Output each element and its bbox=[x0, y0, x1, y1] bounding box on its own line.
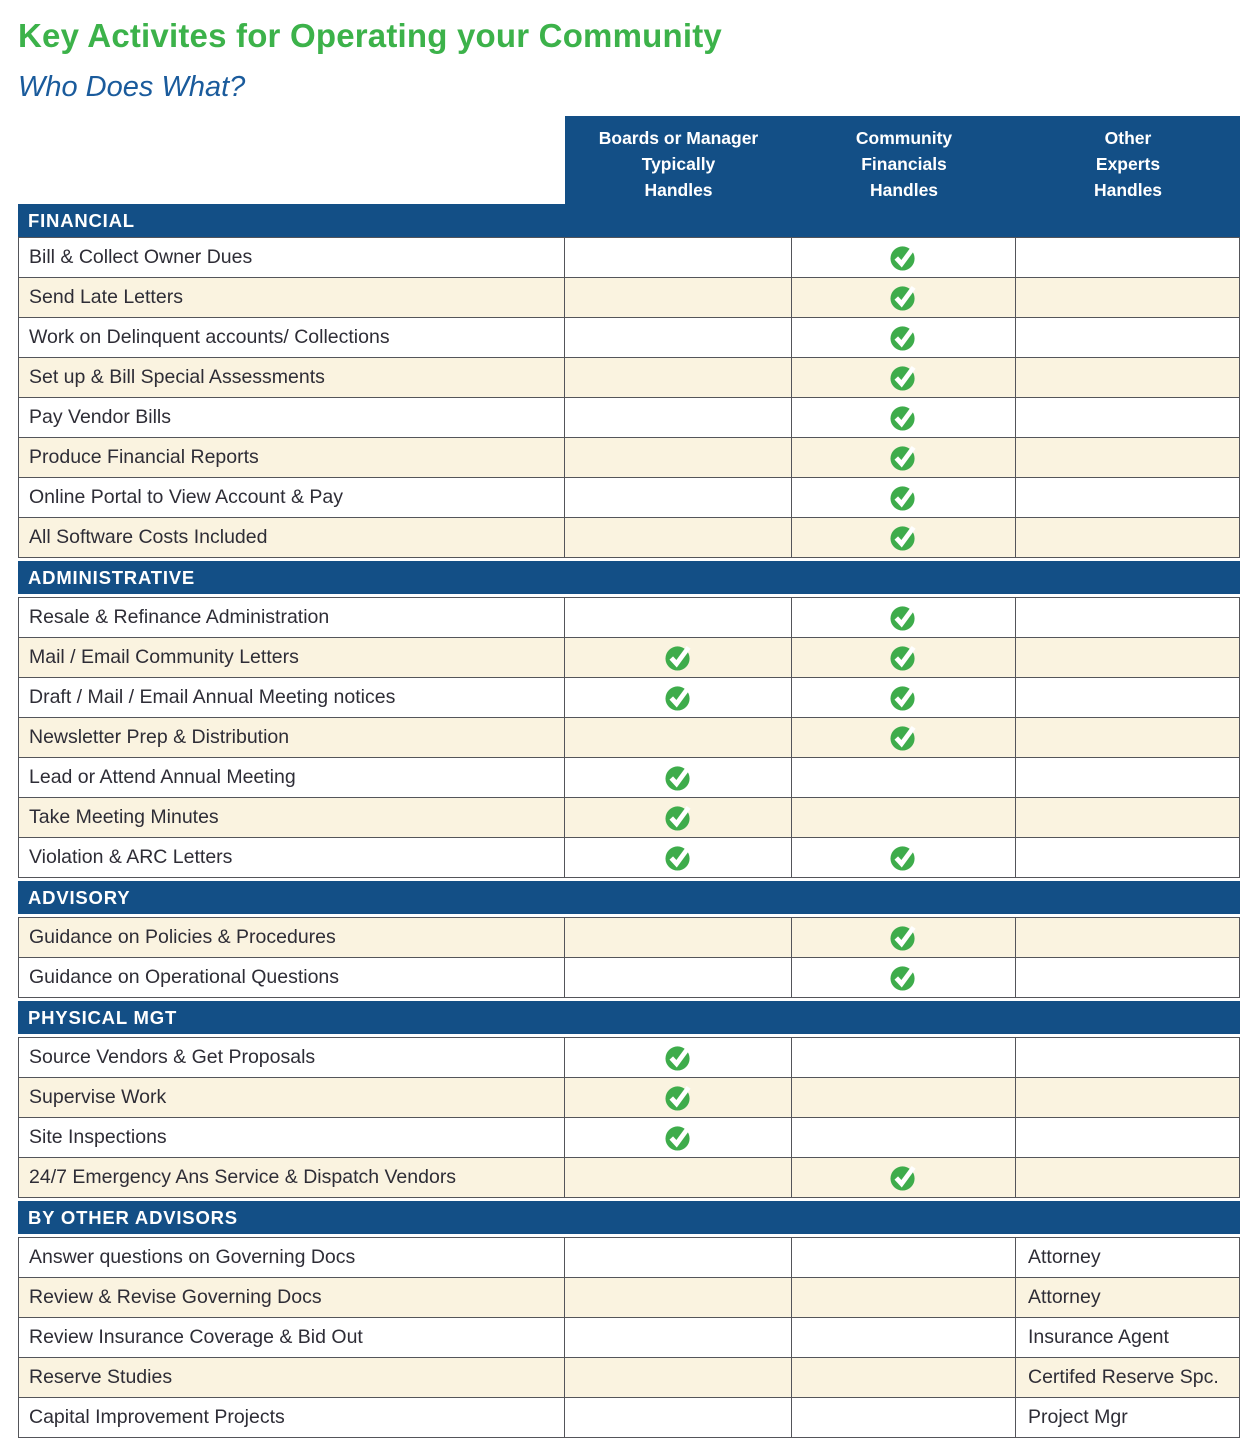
table-row bbox=[19, 678, 1240, 718]
activity-label: Site Inspections bbox=[19, 1118, 565, 1157]
column-header-line: Other bbox=[1104, 128, 1152, 148]
check-cell-experts bbox=[1016, 1078, 1240, 1117]
table-row bbox=[19, 958, 1240, 998]
check-cell-community bbox=[792, 1038, 1016, 1077]
check-cell-boards bbox=[565, 238, 792, 277]
expert-name: Insurance Agent bbox=[1028, 1326, 1169, 1348]
check-circle-icon bbox=[890, 683, 917, 712]
table-row bbox=[19, 358, 1240, 398]
check-cell-experts bbox=[1016, 238, 1240, 277]
expert-name: Attorney bbox=[1028, 1286, 1101, 1308]
column-header-line: Handles bbox=[869, 180, 939, 200]
check-cell-community bbox=[792, 1078, 1016, 1117]
section-label: BY OTHER ADVISORS bbox=[28, 1206, 238, 1228]
check-cell-community bbox=[792, 1158, 1016, 1197]
check-cell-community bbox=[792, 1398, 1016, 1437]
check-cell-boards bbox=[565, 638, 792, 677]
check-cell-boards bbox=[565, 958, 792, 997]
section-label: FINANCIAL bbox=[28, 209, 135, 231]
check-cell-experts bbox=[1016, 758, 1240, 797]
activity-label: Supervise Work bbox=[19, 1078, 565, 1117]
activity-label: Resale & Refinance Administration bbox=[19, 598, 565, 637]
column-header-line: Handles bbox=[644, 180, 713, 200]
column-header-line: Community bbox=[855, 128, 953, 148]
section-rows-by-other-advisors bbox=[18, 1237, 1240, 1438]
table-row bbox=[19, 438, 1240, 478]
check-cell-boards bbox=[565, 1398, 792, 1437]
check-cell-experts bbox=[1016, 598, 1240, 637]
check-cell-experts bbox=[1016, 358, 1240, 397]
table-row bbox=[19, 838, 1240, 878]
section-label: PHYSICAL MGT bbox=[28, 1006, 178, 1028]
check-cell-boards bbox=[565, 1278, 792, 1317]
check-cell-community bbox=[792, 638, 1016, 677]
table-row bbox=[19, 1278, 1240, 1318]
check-cell-community bbox=[792, 398, 1016, 437]
activity-label: Online Portal to View Account & Pay bbox=[19, 478, 565, 517]
check-cell-experts bbox=[1016, 638, 1240, 677]
check-cell-experts bbox=[1016, 1118, 1240, 1157]
table-row bbox=[19, 278, 1240, 318]
check-circle-icon bbox=[665, 803, 692, 832]
check-cell-community bbox=[792, 598, 1016, 637]
check-cell-community bbox=[792, 1358, 1016, 1397]
section-rows-administrative bbox=[18, 597, 1240, 878]
check-cell-community bbox=[792, 758, 1016, 797]
check-cell-boards bbox=[565, 358, 792, 397]
activity-label: Produce Financial Reports bbox=[19, 438, 565, 477]
check-cell-experts bbox=[1016, 798, 1240, 837]
check-cell-community bbox=[792, 838, 1016, 877]
check-circle-icon bbox=[890, 483, 917, 512]
activity-label: Pay Vendor Bills bbox=[19, 398, 565, 437]
check-circle-icon bbox=[890, 403, 917, 432]
check-cell-community bbox=[792, 718, 1016, 757]
check-cell-experts bbox=[1016, 518, 1240, 557]
table-header-row bbox=[18, 116, 1240, 204]
check-cell-boards bbox=[565, 398, 792, 437]
check-cell-community bbox=[792, 438, 1016, 477]
table-row bbox=[19, 1398, 1240, 1438]
check-circle-icon bbox=[890, 643, 917, 672]
check-circle-icon bbox=[890, 923, 917, 952]
table-row bbox=[19, 1078, 1240, 1118]
check-cell-boards bbox=[565, 1118, 792, 1157]
activity-label: Capital Improvement Projects bbox=[19, 1398, 565, 1437]
expert-name: Certifed Reserve Spc. bbox=[1028, 1366, 1219, 1388]
check-cell-boards bbox=[565, 478, 792, 517]
expert-cell-experts bbox=[1016, 1398, 1240, 1437]
expert-cell-experts bbox=[1016, 1238, 1240, 1277]
check-cell-experts bbox=[1016, 278, 1240, 317]
check-cell-experts bbox=[1016, 958, 1240, 997]
section-header-administrative bbox=[18, 561, 1240, 594]
check-cell-boards bbox=[565, 1318, 792, 1357]
page-title: Key Activites for Operating your Community bbox=[18, 17, 722, 54]
check-cell-boards bbox=[565, 758, 792, 797]
activity-label: All Software Costs Included bbox=[19, 518, 565, 557]
expert-cell-experts bbox=[1016, 1318, 1240, 1357]
activity-label: Newsletter Prep & Distribution bbox=[19, 718, 565, 757]
table-row bbox=[19, 918, 1240, 958]
expert-cell-experts bbox=[1016, 1278, 1240, 1317]
table-row bbox=[19, 518, 1240, 558]
table-row bbox=[19, 1158, 1240, 1198]
section-rows-physical-mgt bbox=[18, 1037, 1240, 1198]
column-header-line: Typically bbox=[641, 154, 716, 174]
table-row bbox=[19, 758, 1240, 798]
check-cell-community bbox=[792, 238, 1016, 277]
check-cell-community bbox=[792, 278, 1016, 317]
check-cell-boards bbox=[565, 918, 792, 957]
who-does-what-table bbox=[18, 116, 1240, 1438]
check-cell-boards bbox=[565, 798, 792, 837]
check-circle-icon bbox=[890, 1163, 917, 1192]
table-row bbox=[19, 598, 1240, 638]
check-cell-community bbox=[792, 358, 1016, 397]
check-circle-icon bbox=[890, 243, 917, 272]
table-row bbox=[19, 1038, 1240, 1078]
activity-label: Bill & Collect Owner Dues bbox=[19, 238, 565, 277]
section-header-by-other-advisors bbox=[18, 1201, 1240, 1234]
check-circle-icon bbox=[890, 363, 917, 392]
section-header-advisory bbox=[18, 881, 1240, 914]
check-circle-icon bbox=[890, 283, 917, 312]
check-cell-community bbox=[792, 1238, 1016, 1277]
activity-label: 24/7 Emergency Ans Service & Dispatch Vendors bbox=[19, 1158, 565, 1197]
activity-label: Source Vendors & Get Proposals bbox=[19, 1038, 565, 1077]
check-circle-icon bbox=[665, 1083, 692, 1112]
check-cell-boards bbox=[565, 718, 792, 757]
table-row bbox=[19, 718, 1240, 758]
section-label: ADMINISTRATIVE bbox=[28, 566, 196, 588]
check-circle-icon bbox=[665, 1043, 692, 1072]
column-header-experts bbox=[1016, 116, 1240, 204]
table-body bbox=[18, 204, 1240, 1438]
activity-label: Send Late Letters bbox=[19, 278, 565, 317]
table-row bbox=[19, 638, 1240, 678]
check-cell-experts bbox=[1016, 1158, 1240, 1197]
check-circle-icon bbox=[890, 843, 917, 872]
check-circle-icon bbox=[890, 963, 917, 992]
activity-label: Violation & ARC Letters bbox=[19, 838, 565, 877]
table-row bbox=[19, 1118, 1240, 1158]
check-cell-boards bbox=[565, 1158, 792, 1197]
activity-label: Take Meeting Minutes bbox=[19, 798, 565, 837]
section-header-financial bbox=[18, 204, 1240, 237]
check-cell-community bbox=[792, 798, 1016, 837]
check-cell-community bbox=[792, 1318, 1016, 1357]
check-cell-boards bbox=[565, 1038, 792, 1077]
check-cell-community bbox=[792, 518, 1016, 557]
column-header-line: Experts bbox=[1095, 154, 1161, 174]
column-headers bbox=[565, 116, 1240, 204]
activity-label: Guidance on Policies & Procedures bbox=[19, 918, 565, 957]
check-cell-community bbox=[792, 478, 1016, 517]
table-row bbox=[19, 398, 1240, 438]
table-row bbox=[19, 1358, 1240, 1398]
check-cell-boards bbox=[565, 438, 792, 477]
activity-label: Draft / Mail / Email Annual Meeting notices bbox=[19, 678, 565, 717]
check-circle-icon bbox=[665, 643, 692, 672]
activity-label: Answer questions on Governing Docs bbox=[19, 1238, 565, 1277]
header-spacer bbox=[18, 116, 565, 204]
column-header-line: Boards or Manager bbox=[598, 128, 759, 148]
column-header-boards bbox=[565, 116, 792, 204]
check-circle-icon bbox=[665, 683, 692, 712]
check-cell-boards bbox=[565, 1238, 792, 1277]
table-row bbox=[19, 318, 1240, 358]
check-cell-experts bbox=[1016, 438, 1240, 477]
check-cell-boards bbox=[565, 1358, 792, 1397]
expert-name: Project Mgr bbox=[1028, 1406, 1128, 1428]
check-cell-community bbox=[792, 1278, 1016, 1317]
activity-label: Review & Revise Governing Docs bbox=[19, 1278, 565, 1317]
activity-label: Set up & Bill Special Assessments bbox=[19, 358, 565, 397]
check-cell-community bbox=[792, 678, 1016, 717]
section-label: ADVISORY bbox=[28, 886, 131, 908]
check-cell-experts bbox=[1016, 478, 1240, 517]
check-circle-icon bbox=[890, 523, 917, 552]
activity-label: Review Insurance Coverage & Bid Out bbox=[19, 1318, 565, 1357]
expert-name: Attorney bbox=[1028, 1246, 1101, 1268]
check-circle-icon bbox=[890, 443, 917, 472]
table-row bbox=[19, 1238, 1240, 1278]
check-circle-icon bbox=[665, 763, 692, 792]
column-header-line: Financials bbox=[861, 154, 947, 174]
table-row bbox=[19, 1318, 1240, 1358]
check-circle-icon bbox=[665, 1123, 692, 1152]
column-header-community bbox=[792, 116, 1016, 204]
table-row bbox=[19, 238, 1240, 278]
activity-label: Mail / Email Community Letters bbox=[19, 638, 565, 677]
check-cell-experts bbox=[1016, 398, 1240, 437]
check-circle-icon bbox=[890, 603, 917, 632]
check-cell-boards bbox=[565, 678, 792, 717]
check-cell-community bbox=[792, 958, 1016, 997]
table-row bbox=[19, 798, 1240, 838]
table-row bbox=[19, 478, 1240, 518]
check-cell-boards bbox=[565, 518, 792, 557]
check-cell-boards bbox=[565, 318, 792, 357]
check-cell-community bbox=[792, 1118, 1016, 1157]
activity-label: Work on Delinquent accounts/ Collections bbox=[19, 318, 565, 357]
activity-label: Guidance on Operational Questions bbox=[19, 958, 565, 997]
check-cell-boards bbox=[565, 838, 792, 877]
check-cell-experts bbox=[1016, 918, 1240, 957]
check-cell-experts bbox=[1016, 678, 1240, 717]
check-cell-community bbox=[792, 318, 1016, 357]
check-cell-experts bbox=[1016, 718, 1240, 757]
check-cell-boards bbox=[565, 598, 792, 637]
check-cell-experts bbox=[1016, 1038, 1240, 1077]
check-cell-boards bbox=[565, 278, 792, 317]
section-rows-advisory bbox=[18, 917, 1240, 998]
check-cell-experts bbox=[1016, 318, 1240, 357]
check-cell-community bbox=[792, 918, 1016, 957]
check-circle-icon bbox=[890, 323, 917, 352]
activity-label: Reserve Studies bbox=[19, 1358, 565, 1397]
section-rows-financial bbox=[18, 237, 1240, 558]
check-cell-experts bbox=[1016, 838, 1240, 877]
check-cell-boards bbox=[565, 1078, 792, 1117]
page-subtitle: Who Does What? bbox=[18, 71, 246, 103]
check-circle-icon bbox=[665, 843, 692, 872]
expert-cell-experts bbox=[1016, 1358, 1240, 1397]
check-circle-icon bbox=[890, 723, 917, 752]
section-header-physical-mgt bbox=[18, 1001, 1240, 1034]
column-header-line: Handles bbox=[1093, 180, 1163, 200]
activity-label: Lead or Attend Annual Meeting bbox=[19, 758, 565, 797]
